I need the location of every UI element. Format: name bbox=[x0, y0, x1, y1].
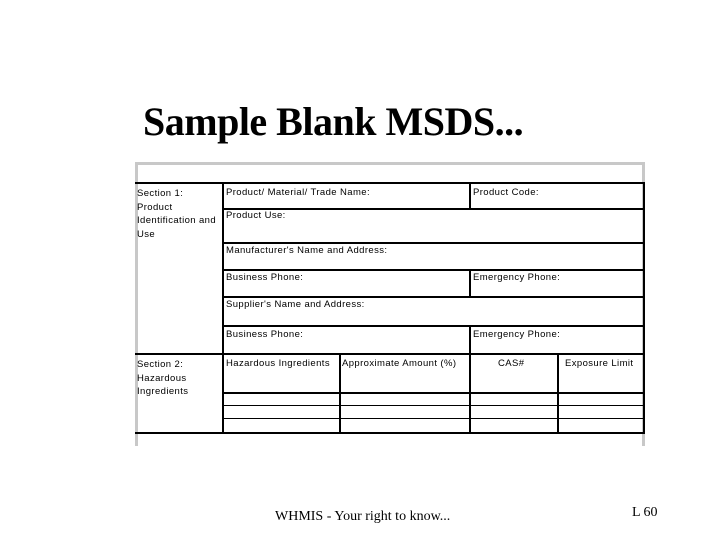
product-code-label: Product Code: bbox=[473, 187, 539, 198]
column-divider bbox=[557, 353, 559, 432]
form-top-line bbox=[135, 182, 645, 184]
column-divider bbox=[469, 269, 471, 297]
business-phone-label: Business Phone: bbox=[226, 329, 304, 340]
supplier-label: Supplier's Name and Address: bbox=[226, 299, 365, 310]
form-bottom-line bbox=[135, 432, 645, 434]
table-row-line bbox=[223, 418, 645, 419]
product-trade-name-label: Product/ Material/ Trade Name: bbox=[226, 187, 370, 198]
table-row-line bbox=[223, 405, 645, 406]
footer-text: WHMIS - Your right to know... bbox=[275, 509, 451, 524]
column-header: Exposure Limit bbox=[565, 358, 634, 369]
product-use-label: Product Use: bbox=[226, 210, 286, 221]
column-header: CAS# bbox=[498, 358, 525, 369]
row-line bbox=[223, 325, 645, 327]
manufacturer-label: Manufacturer's Name and Address: bbox=[226, 245, 388, 256]
column-header: Hazardous Ingredients bbox=[226, 358, 330, 369]
column-divider bbox=[469, 182, 471, 209]
column-header: Approximate Amount (%) bbox=[342, 358, 457, 369]
column-divider bbox=[469, 325, 471, 432]
section-column-divider bbox=[222, 182, 224, 434]
section-divider bbox=[135, 353, 645, 355]
section-2-label: Section 2: Hazardous Ingredients bbox=[137, 359, 189, 397]
row-line bbox=[223, 208, 645, 210]
column-divider bbox=[339, 353, 341, 432]
table-row-line bbox=[223, 392, 645, 394]
section-1-label: Section 1: Product Identification and Use bbox=[137, 188, 217, 240]
page-number: L 60 bbox=[632, 505, 658, 520]
business-phone-label: Business Phone: bbox=[226, 272, 304, 283]
emergency-phone-label: Emergency Phone: bbox=[473, 272, 561, 283]
slide-title: Sample Blank MSDS... bbox=[143, 99, 524, 144]
form-right-line bbox=[643, 182, 645, 434]
emergency-phone-label: Emergency Phone: bbox=[473, 329, 561, 340]
